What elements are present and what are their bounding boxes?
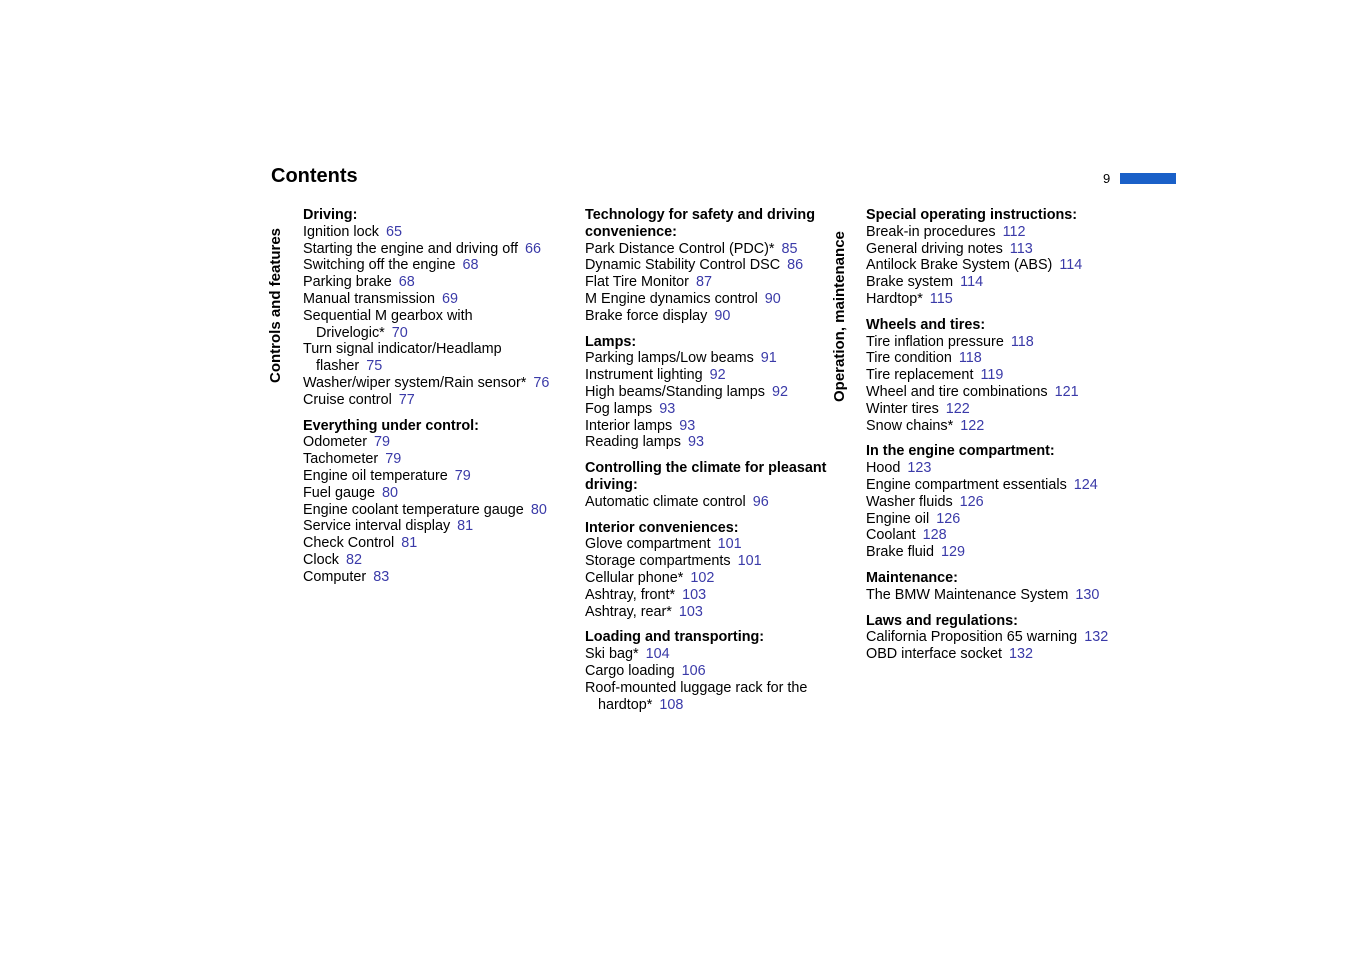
entry-title: Flat Tire Monitor <box>585 274 689 291</box>
entry-title: M Engine dynamics control <box>585 290 758 307</box>
toc-entry[interactable] <box>866 544 1126 561</box>
entry-title: High beams/Standing lamps <box>585 383 765 400</box>
toc-entry[interactable] <box>866 257 1126 274</box>
toc-entry[interactable] <box>585 350 845 367</box>
entry-page-link[interactable]: 103 <box>682 586 707 603</box>
toc-entry[interactable] <box>866 629 1126 646</box>
toc-entry[interactable] <box>866 384 1126 401</box>
toc-entry[interactable] <box>866 241 1126 258</box>
toc-entry[interactable] <box>303 257 563 274</box>
entry-page-link[interactable]: 112 <box>1002 223 1026 240</box>
section-heading: Special operating instructions: <box>866 207 1078 223</box>
entry-title: OBD interface socket <box>866 646 1002 663</box>
entry-page-link[interactable]: 79 <box>454 467 471 484</box>
entry-title: Ski bag* <box>585 646 639 663</box>
entry-page-link[interactable]: 126 <box>936 510 961 527</box>
toc-entry[interactable] <box>866 350 1126 367</box>
entry-page-link[interactable]: 79 <box>374 434 391 451</box>
entry-page-link[interactable]: 92 <box>709 367 726 384</box>
toc-entry[interactable] <box>303 468 563 485</box>
entry-title: Instrument lighting <box>585 367 703 384</box>
toc-entry[interactable] <box>585 604 845 621</box>
toc-entry[interactable] <box>585 241 845 258</box>
side-label-controls: Controls and features <box>267 227 284 383</box>
toc-section <box>866 570 1126 604</box>
entry-title: Interior lamps <box>585 417 673 434</box>
toc-section <box>585 207 845 325</box>
entry-page-link[interactable]: 102 <box>690 569 715 586</box>
entry-page-link[interactable]: 83 <box>373 568 390 585</box>
entry-title: Ashtray, rear* <box>585 603 672 620</box>
entry-page-link[interactable]: 81 <box>457 518 474 535</box>
entry-title: Washer fluids <box>866 493 953 510</box>
toc-entry[interactable] <box>303 518 563 535</box>
entry-page-link[interactable]: 68 <box>398 274 415 291</box>
page-accent-bar <box>1120 173 1176 184</box>
toc-entry[interactable] <box>585 308 845 325</box>
entry-title: Fog lamps <box>585 400 653 417</box>
entry-title: Dynamic Stability Control DSC <box>585 257 781 274</box>
entry-title: Brake force display <box>585 307 708 324</box>
toc-entry[interactable] <box>303 308 563 342</box>
toc-entry[interactable] <box>866 511 1126 528</box>
entry-page-link[interactable]: 93 <box>679 417 696 434</box>
section-heading: Lamps: <box>585 333 637 350</box>
entry-title: Tire condition <box>866 350 952 367</box>
toc-entry[interactable] <box>585 257 845 274</box>
toc-entry[interactable] <box>303 552 563 569</box>
toc-section <box>866 317 1126 435</box>
toc-column-1 <box>303 207 563 595</box>
entry-title: Wheel and tire combinations <box>866 383 1048 400</box>
entry-title: Switching off the engine <box>303 257 456 274</box>
entry-page-link[interactable]: 93 <box>659 400 676 417</box>
entry-page-link[interactable]: 106 <box>681 662 706 679</box>
toc-entry[interactable] <box>585 680 845 714</box>
entry-page-link[interactable]: 101 <box>737 553 762 570</box>
toc-entry[interactable] <box>303 341 563 375</box>
entry-page-link[interactable]: 121 <box>1054 383 1079 400</box>
section-heading: Controlling the climate for pleasant driving: <box>585 460 827 493</box>
toc-column-2 <box>585 207 845 722</box>
entry-page-link[interactable]: 87 <box>695 274 712 291</box>
entry-page-link[interactable]: 103 <box>678 603 703 620</box>
entry-page-link[interactable]: 93 <box>688 434 705 451</box>
entry-title: Parking brake <box>303 274 392 291</box>
entry-title: Washer/wiper system/Rain sensor* <box>303 374 527 391</box>
entry-title: Tachometer <box>303 451 379 468</box>
entry-page-link[interactable]: 122 <box>945 400 970 417</box>
toc-entry[interactable] <box>585 587 845 604</box>
toc-entry[interactable] <box>585 646 845 663</box>
toc-entry[interactable] <box>866 494 1126 511</box>
toc-entry[interactable] <box>866 418 1126 435</box>
entry-title: California Proposition 65 warning <box>866 629 1078 646</box>
entry-page-link[interactable]: 118 <box>1010 333 1034 350</box>
page-title: Contents <box>271 165 358 187</box>
toc-entry[interactable] <box>585 401 845 418</box>
toc-entry[interactable] <box>585 570 845 587</box>
entry-page-link[interactable]: 123 <box>907 460 932 477</box>
entry-title: Fuel gauge <box>303 484 376 501</box>
entry-page-link[interactable]: 108 <box>659 696 684 713</box>
entry-title: Snow chains* <box>866 417 954 434</box>
entry-page-link[interactable]: 80 <box>382 484 399 501</box>
entry-page-link[interactable]: 128 <box>922 527 947 544</box>
entry-title: Antilock Brake System (ABS) <box>866 257 1053 274</box>
section-heading: Driving: <box>303 207 358 223</box>
entry-page-link[interactable]: 80 <box>530 501 547 518</box>
toc-entry[interactable] <box>585 274 845 291</box>
section-heading: Maintenance: <box>866 569 958 586</box>
toc-entry[interactable] <box>585 494 845 511</box>
entry-page-link[interactable]: 129 <box>941 544 966 561</box>
entry-page-link[interactable]: 130 <box>1075 586 1100 603</box>
entry-title: Hardtop* <box>866 290 923 307</box>
toc-entry[interactable] <box>303 434 563 451</box>
toc-entry[interactable] <box>585 418 845 435</box>
toc-entry[interactable] <box>303 291 563 308</box>
entry-title: Storage compartments <box>585 553 731 570</box>
entry-page-link[interactable]: 81 <box>401 535 418 552</box>
toc-entry[interactable] <box>303 392 563 409</box>
entry-title: Cellular phone* <box>585 569 684 586</box>
entry-title: Winter tires <box>866 400 939 417</box>
section-heading: In the engine compartment: <box>866 443 1055 460</box>
entry-page-link[interactable]: 70 <box>391 324 408 341</box>
entry-page-link[interactable]: 118 <box>958 350 982 367</box>
toc-entry[interactable] <box>303 241 563 258</box>
entry-title: Check Control <box>303 535 395 552</box>
entry-page-link[interactable]: 66 <box>524 240 541 257</box>
toc-entry[interactable] <box>585 553 845 570</box>
entry-title: Cargo loading <box>585 662 675 679</box>
entry-page-link[interactable]: 90 <box>764 290 781 307</box>
entry-title: The BMW Maintenance System <box>866 586 1069 603</box>
entry-page-link[interactable]: 132 <box>1008 646 1033 663</box>
entry-title: Odometer <box>303 434 367 451</box>
section-heading: Interior conveniences: <box>585 519 739 536</box>
entry-page-link[interactable]: 85 <box>781 240 798 257</box>
entry-title: Hood <box>866 460 901 477</box>
entry-title: Starting the engine and driving off <box>303 240 518 257</box>
toc-entry[interactable] <box>303 375 563 392</box>
toc-section <box>585 334 845 452</box>
entry-page-link[interactable]: 69 <box>441 290 458 307</box>
entry-title: Engine oil temperature <box>303 467 448 484</box>
toc-section <box>866 613 1126 663</box>
toc-entry[interactable] <box>585 384 845 401</box>
entry-page-link[interactable]: 114 <box>1059 257 1083 274</box>
toc-entry[interactable] <box>303 451 563 468</box>
entry-title: Engine coolant temperature gauge <box>303 501 524 518</box>
entry-page-link[interactable]: 115 <box>929 290 953 307</box>
toc-entry[interactable] <box>866 401 1126 418</box>
entry-title: Ignition lock <box>303 223 379 240</box>
entry-title: Computer <box>303 568 367 585</box>
toc-entry[interactable] <box>585 434 845 451</box>
entry-title: Break-in procedures <box>866 223 996 240</box>
side-label-operation: Operation, maintenance <box>831 231 848 402</box>
toc-entry[interactable] <box>303 224 563 241</box>
toc-section <box>585 629 845 713</box>
entry-title: Roof-mounted luggage rack for the hardtop* <box>585 679 808 713</box>
toc-entry[interactable] <box>303 274 563 291</box>
section-heading: Wheels and tires: <box>866 316 986 333</box>
entry-page-link[interactable]: 75 <box>366 358 383 375</box>
toc-entry[interactable] <box>866 527 1126 544</box>
section-heading: Loading and transporting: <box>585 629 765 646</box>
page-number: 9 <box>1103 171 1111 186</box>
toc-entry[interactable] <box>585 291 845 308</box>
entry-page-link[interactable]: 132 <box>1084 629 1109 646</box>
toc-entry[interactable] <box>866 291 1126 308</box>
entry-title: Parking lamps/Low beams <box>585 350 754 367</box>
entry-title: General driving notes <box>866 240 1003 257</box>
entry-title: Service interval display <box>303 518 451 535</box>
entry-title: Brake system <box>866 274 954 291</box>
entry-title: Ashtray, front* <box>585 586 676 603</box>
toc-entry[interactable] <box>303 535 563 552</box>
toc-section <box>303 418 563 586</box>
entry-page-link[interactable]: 122 <box>960 417 985 434</box>
toc-entry[interactable] <box>866 367 1126 384</box>
entry-title: Park Distance Control (PDC)* <box>585 240 775 257</box>
toc-entry[interactable] <box>866 477 1126 494</box>
entry-title: Turn signal indicator/Headlamp flasher <box>303 341 502 375</box>
entry-page-link[interactable]: 86 <box>787 257 804 274</box>
section-heading: Laws and regulations: <box>866 612 1018 629</box>
entry-page-link[interactable]: 90 <box>714 307 731 324</box>
entry-title: Coolant <box>866 527 916 544</box>
entry-page-link[interactable]: 91 <box>760 350 777 367</box>
entry-page-link[interactable]: 101 <box>717 536 742 553</box>
toc-section <box>866 443 1126 561</box>
entry-title: Reading lamps <box>585 434 681 451</box>
toc-entry[interactable] <box>866 646 1126 663</box>
entry-title: Manual transmission <box>303 290 435 307</box>
entry-page-link[interactable]: 79 <box>385 451 402 468</box>
entry-title: Brake fluid <box>866 544 934 561</box>
entry-page-link[interactable]: 126 <box>959 493 984 510</box>
entry-title: Tire replacement <box>866 367 974 384</box>
toc-entry[interactable] <box>866 460 1126 477</box>
toc-entry[interactable] <box>866 224 1126 241</box>
toc-entry[interactable] <box>585 536 845 553</box>
toc-entry[interactable] <box>303 485 563 502</box>
toc-section <box>866 207 1126 308</box>
entry-page-link[interactable]: 76 <box>533 374 550 391</box>
entry-page-link[interactable]: 68 <box>462 257 479 274</box>
toc-entry[interactable] <box>585 367 845 384</box>
toc-entry[interactable] <box>866 334 1126 351</box>
toc-entry[interactable] <box>585 663 845 680</box>
entry-title: Tire inflation pressure <box>866 333 1004 350</box>
entry-title: Clock <box>303 551 339 568</box>
toc-section <box>585 460 845 510</box>
toc-section <box>585 520 845 621</box>
entry-page-link[interactable]: 96 <box>752 493 769 510</box>
toc-column-3 <box>866 207 1126 672</box>
entry-page-link[interactable]: 114 <box>960 274 984 291</box>
entry-page-link[interactable]: 92 <box>771 383 788 400</box>
entry-title: Engine compartment essentials <box>866 476 1067 493</box>
section-heading: Everything under control: <box>303 417 479 434</box>
toc-entry[interactable] <box>866 587 1126 604</box>
entry-page-link[interactable]: 113 <box>1009 240 1033 257</box>
entry-page-link[interactable]: 104 <box>645 646 670 663</box>
entry-page-link[interactable]: 119 <box>980 367 1004 384</box>
entry-page-link[interactable]: 77 <box>398 391 415 408</box>
entry-title: Engine oil <box>866 510 930 527</box>
entry-page-link[interactable]: 124 <box>1073 476 1098 493</box>
entry-title: Glove compartment <box>585 536 711 553</box>
toc-entry[interactable] <box>303 502 563 519</box>
entry-title: Automatic climate control <box>585 493 746 510</box>
toc-section <box>303 207 563 409</box>
section-heading: Technology for safety and driving convenience: <box>585 207 816 240</box>
entry-page-link[interactable]: 65 <box>386 223 403 240</box>
entry-title: Cruise control <box>303 391 392 408</box>
toc-entry[interactable] <box>303 569 563 586</box>
entry-title: Sequential M gearbox with Drivelogic* <box>303 307 473 341</box>
toc-entry[interactable] <box>866 274 1126 291</box>
entry-page-link[interactable]: 82 <box>345 551 362 568</box>
